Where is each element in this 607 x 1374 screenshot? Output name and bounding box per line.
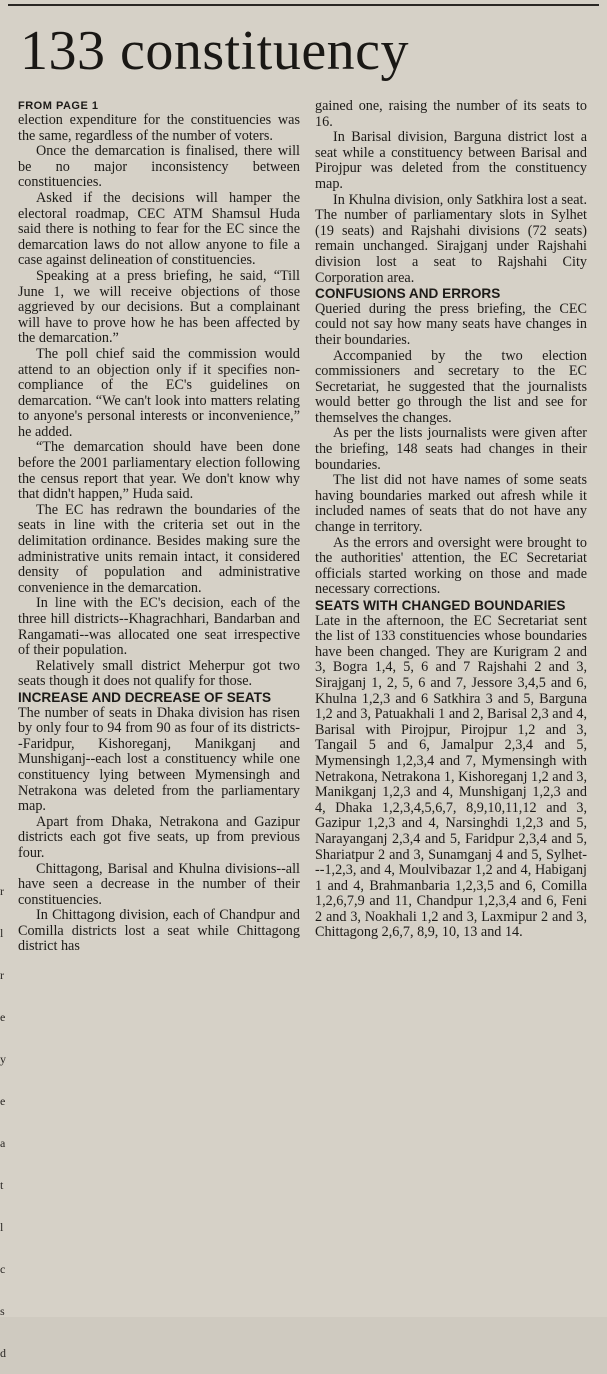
margin-fragment: c bbox=[0, 1262, 6, 1276]
paragraph: Accompanied by the two election commissioners and secretary to the EC Secretariat, he suggested that the journalists would better go through the list and see for themselves the changes. bbox=[315, 347, 587, 426]
paragraph: In Barisal division, Barguna district lost a seat while a constituency between Barisal and Pirojpur was deleted from the constituency map. bbox=[315, 129, 587, 192]
paragraph: gained one, raising the number of its seats to 16. bbox=[315, 98, 587, 130]
paragraph: Apart from Dhaka, Netrakona and Gazipur districts each got five seats, up from previous four. bbox=[18, 813, 300, 861]
subhead: SEATS WITH CHANGED BOUNDARIES bbox=[315, 598, 566, 613]
paragraph: Chittagong, Barisal and Khulna divisions--all have seen a decrease in the number of their constituencies. bbox=[18, 860, 300, 908]
paragraph: The poll chief said the commission would attend to an objection only if it specifies non-compliance of the EC's guidelines on demarcation. “We can't look into matters relating to anyone's personal interests or inconvenience,” he added. bbox=[18, 345, 300, 440]
headline: 133 constituency bbox=[20, 20, 410, 82]
margin-fragment: e bbox=[0, 1010, 6, 1024]
paragraph: “The demarcation should have been done before the 2001 parliamentary election following the census report that year. We don't know why that didn't happen,” Huda said. bbox=[18, 439, 300, 503]
margin-fragment: e bbox=[0, 1094, 6, 1108]
paragraph: In line with the EC's decision, each of the three hill districts--Khagrachhari, Bandarban and Rangamati--was allocated one seat irrespective of their population. bbox=[18, 595, 300, 659]
subhead: CONFUSIONS AND ERRORS bbox=[315, 286, 501, 302]
paragraph: As per the lists journalists were given after the briefing, 148 seats had changes in their boundaries. bbox=[315, 425, 587, 473]
column-1-body bbox=[18, 113, 300, 955]
paragraph: The EC has redrawn the boundaries of the seats in line with the criteria set out in the delimitation ordinance. Besides making sure the administrative units remain intact, it considered density of population and administrative convenience in the demarcation. bbox=[18, 501, 300, 596]
left-margin-fragments bbox=[0, 870, 10, 1374]
paragraph: As the errors and oversight were brought to the authorities' attention, the EC Secretariat officials started working on those and made necessary corrections. bbox=[315, 534, 587, 598]
margin-fragment: y bbox=[0, 1052, 6, 1066]
margin-fragment: r bbox=[0, 884, 4, 898]
paragraph: Once the demarcation is finalised, there will be no major inconsistency between constituencies. bbox=[18, 143, 300, 191]
margin-fragment: t bbox=[0, 1178, 4, 1192]
paragraph: The number of seats in Dhaka division has risen by only four to 94 from 90 as four of its districts--Faridpur, Kishoreganj, Manikganj and Munshiganj--each lost a constituency while one constituency lying between Mymensingh and Netrakona was deleted from the parliamentary map. bbox=[18, 704, 300, 815]
paragraph: Relatively small district Meherpur got two seats though it does not qualify for those. bbox=[18, 657, 300, 690]
paragraph: election expenditure for the constituencies was the same, regardless of the number of voters. bbox=[18, 112, 300, 144]
paragraph: In Khulna division, only Satkhira lost a seat. The number of parliamentary slots in Sylhet (19 seats) and Rajshahi divisions (72 seats) remain unchanged. Sirajganj under Rajshahi division lost a seat to Rajshahi City Corporation area. bbox=[315, 191, 587, 286]
margin-fragment: r bbox=[0, 968, 4, 982]
margin-fragment: s bbox=[0, 1304, 5, 1318]
article-column-2 bbox=[315, 99, 587, 941]
subhead: INCREASE AND DECREASE OF SEATS bbox=[18, 689, 272, 705]
paragraph: In Chittagong division, each of Chandpur and Comilla districts lost a seat while Chittagong district has bbox=[18, 907, 300, 955]
paragraph: Late in the afternoon, the EC Secretariat sent the list of 133 constituencies whose boundaries have been changed. They are Kurigram 2 and 3, Bogra 1,4, 5, 6 and 7 Rajshahi 2 and 3, Sirajganj 1, 2, 5, 6 and 7, Jessore 3,4,5 and 6, Khulna 1,2,3 and 6 Satkhira 3 and 5, Barguna 1,2 and 3, Patuakhali 1 and 2, Barisal 2,3 and 4, Barisal with Pirojpur, Pirojpur 1,2 and 3, Tangail 5 and 6, Jamalpur 2,3,4 and 5, Mymensingh 1,2,3,4 and 7, Mymensingh with Netrakona, Netrakona 1, Kishoreganj 1,2 and 3, Manikganj 1,2,3 and 4, Munshiganj 1,2,3 and 4, Dhaka 1,2,3,4,5,6,7, 8,9,10,11,12 and 3, Gazipur 1,2,3 and 4, Narsinghdi 1,2,3 and 5, Narayanganj 2,3,4 and 5, Faridpur 2,3,4 and 5, Shariatpur 2 and 3, Sunamganj 4 and 5, Sylhet---1,2,3, and 4, Moulvibazar 1,2 and 4, Habiganj 1 and 4, Brahmanbaria 1,2,3,5 and 6, Comilla 1,2,6,7,9 and 11, Chandpur 1,2,3,4 and 6, Feni 2 and 3, Noakhali 1,2 and 3, Laxmipur 2 and 3, Chittagong 2,6,7, 8,9, 10, 13 and 14. bbox=[315, 612, 587, 941]
paragraph: Speaking at a press briefing, he said, “Till June 1, we will receive objections of those aggrieved by our decisions. But a complainant will have to prove how he has been affected by the demarcation.” bbox=[18, 267, 300, 347]
paragraph: The list did not have names of some seats having boundaries marked out afresh while it included names of seats that do not have any change in territory. bbox=[315, 472, 587, 536]
paragraph: Queried during the press briefing, the CEC could not say how many seats have changes in their boundaries. bbox=[315, 300, 587, 348]
column-2-body bbox=[315, 99, 587, 941]
margin-fragment: a bbox=[0, 1136, 6, 1150]
margin-fragment: l bbox=[0, 1220, 4, 1234]
paragraph: Asked if the decisions will hamper the electoral roadmap, CEC ATM Shamsul Huda said there is nothing to fear for the EC since the demarcation laws do not allow anyone to file a case against delineation of constituencies. bbox=[18, 189, 300, 269]
top-rule bbox=[8, 4, 599, 6]
article-column-1 bbox=[18, 99, 300, 955]
kicker-from-page-1: FROM PAGE 1 bbox=[18, 100, 99, 112]
margin-fragment: d bbox=[0, 1346, 6, 1360]
margin-fragment: l bbox=[0, 926, 4, 940]
